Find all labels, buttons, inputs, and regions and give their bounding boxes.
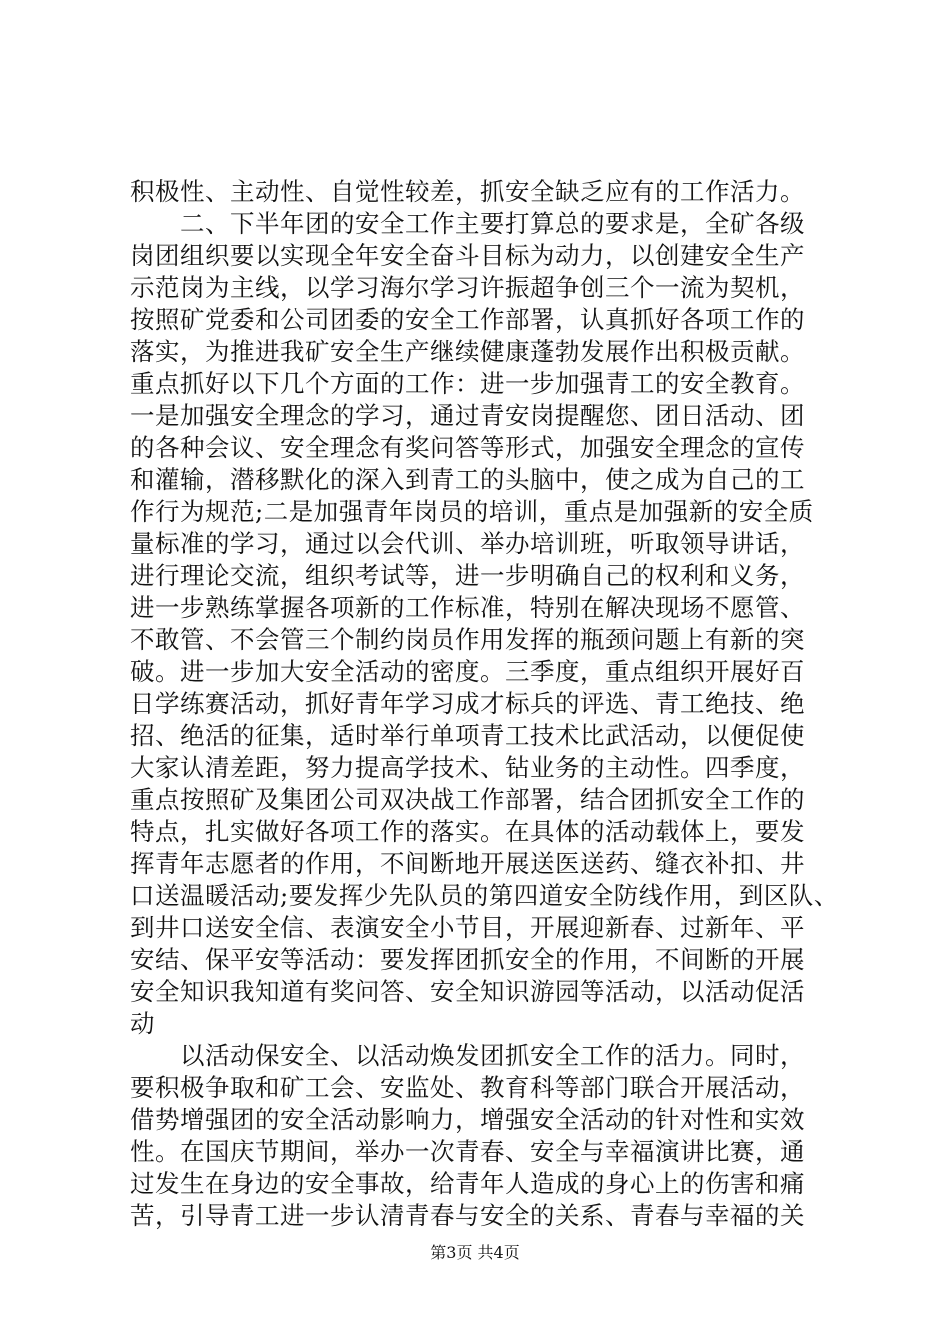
- text-line: 岗团组织要以实现全年安全奋斗目标为动力，以创建安全生产: [130, 241, 805, 270]
- text-line: 积极性、主动性、自觉性较差，抓安全缺乏应有的工作活力。: [130, 177, 805, 206]
- text-line: 特点，扎实做好各项工作的落实。在具体的活动载体上，要发: [130, 817, 805, 846]
- text-line: 重点抓好以下几个方面的工作：进一步加强青工的安全教育。: [130, 369, 805, 398]
- text-line: 借势增强团的安全活动影响力，增强安全活动的针对性和实效: [130, 1105, 805, 1134]
- text-line: 按照矿党委和公司团委的安全工作部署，认真抓好各项工作的: [130, 305, 805, 334]
- text-line: 大家认清差距，努力提高学技术、钻业务的主动性。四季度，: [130, 753, 805, 782]
- text-line: 示范岗为主线，以学习海尔学习许振超争创三个一流为契机，: [130, 273, 805, 302]
- text-line: 动: [130, 1009, 155, 1038]
- text-line: 的各种会议、安全理念有奖问答等形式，加强安全理念的宣传: [130, 433, 805, 462]
- text-line: 口送温暖活动;要发挥少先队员的第四道安全防线作用，到区队、: [130, 881, 839, 910]
- text-line: 安全知识我知道有奖问答、安全知识游园等活动，以活动促活: [130, 977, 805, 1006]
- text-line: 到井口送安全信、表演安全小节目，开展迎新春、过新年、平: [130, 913, 805, 942]
- text-line: 挥青年志愿者的作用，不间断地开展送医送药、缝衣补扣、井: [130, 849, 805, 878]
- text-line: 日学练赛活动，抓好青年学习成才标兵的评选、青工绝技、绝: [130, 689, 805, 718]
- text-line: 重点按照矿及集团公司双决战工作部署，结合团抓安全工作的: [130, 785, 805, 814]
- text-line: 要积极争取和矿工会、安监处、教育科等部门联合开展活动，: [130, 1073, 805, 1102]
- text-line: 以活动保安全、以活动焕发团抓安全工作的活力。同时，: [130, 1041, 805, 1070]
- text-line: 破。进一步加大安全活动的密度。三季度，重点组织开展好百: [130, 657, 805, 686]
- text-line: 作行为规范;二是加强青年岗员的培训，重点是加强新的安全质: [130, 497, 814, 526]
- text-line: 招、绝活的征集，适时举行单项青工技术比武活动，以便促使: [130, 721, 805, 750]
- text-line: 落实，为推进我矿安全生产继续健康蓬勃发展作出积极贡献。: [130, 337, 805, 366]
- text-line: 二、下半年团的安全工作主要打算总的要求是，全矿各级: [130, 209, 805, 238]
- text-line: 性。在国庆节期间，举办一次青春、安全与幸福演讲比赛，通: [130, 1137, 805, 1166]
- text-line: 不敢管、不会管三个制约岗员作用发挥的瓶颈问题上有新的突: [130, 625, 805, 654]
- text-line: 量标准的学习，通过以会代训、举办培训班，听取领导讲话，: [130, 529, 805, 558]
- page-number-footer: 第3页 共4页: [430, 1243, 520, 1262]
- text-line: 和灌输，潜移默化的深入到青工的头脑中，使之成为自己的工: [130, 465, 805, 494]
- text-line: 一是加强安全理念的学习，通过青安岗提醒您、团日活动、团: [130, 401, 805, 430]
- text-line: 苦，引导青工进一步认清青春与安全的关系、青春与幸福的关: [130, 1201, 805, 1230]
- text-line: 进一步熟练掌握各项新的工作标准，特别在解决现场不愿管、: [130, 593, 805, 622]
- text-line: 安结、保平安等活动：要发挥团抓安全的作用，不间断的开展: [130, 945, 805, 974]
- text-line: 进行理论交流，组织考试等，进一步明确自己的权利和义务，: [130, 561, 805, 590]
- text-line: 过发生在身边的安全事故，给青年人造成的身心上的伤害和痛: [130, 1169, 805, 1198]
